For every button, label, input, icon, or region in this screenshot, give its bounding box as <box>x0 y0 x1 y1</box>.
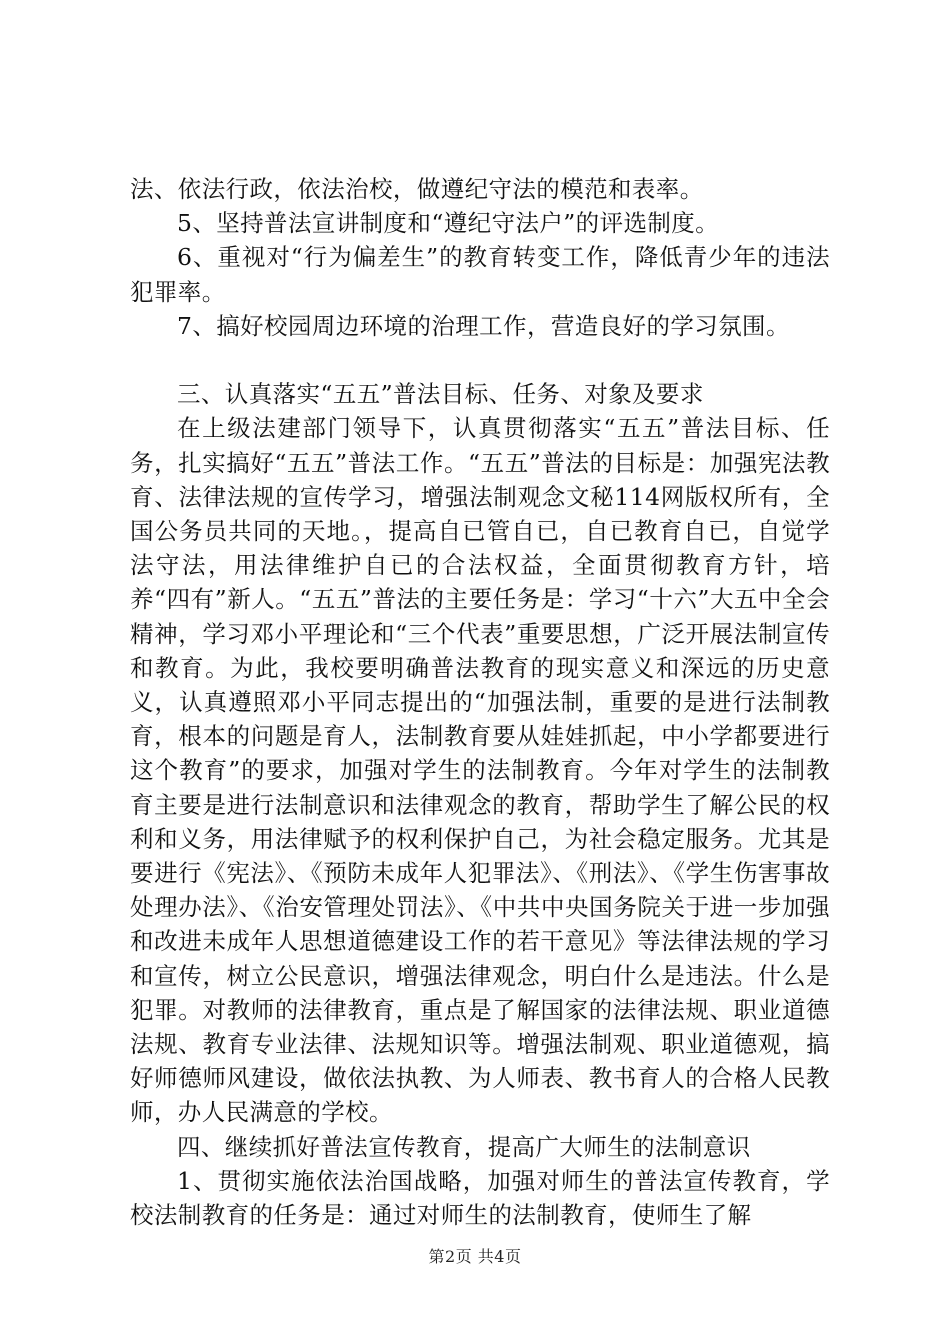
section-heading-3: 三、认真落实“五五”普法目标、任务、对象及要求 <box>177 380 704 409</box>
paragraph-item-5: 5、坚持普法宣讲制度和“遵纪守法户”的评选制度。 <box>177 209 720 238</box>
paragraph-item-6: 6、重视对“行为偏差生”的教育转变工作，降低青少年的违法犯罪率。 <box>130 243 830 306</box>
paragraph-item-7: 7、搞好校园周边环境的治理工作，营造良好的学习氛围。 <box>177 311 790 340</box>
page-number-footer: 第2页 共4页 <box>428 1247 522 1266</box>
paragraph-section-4-item-1: 1、贯彻实施依法治国战略，加强对师生的普法宣传教育，学校法制教育的任务是：通过对师生的法制教育，使师生了解 <box>130 1166 830 1230</box>
paragraph-section-3-body: 在上级法建部门领导下，认真贯彻落实“五五”普法目标、任务，扎实搞好“五五”普法工作。“五五”普法的目标是：加强宪法教育、法律法规的宣传学习，增强法制观念文秘114网版权所有，全国公务员共同的天地。，提高自已管自已，自已教育自已，自觉学法守法，用法律维护自已的合法权益，全面贯彻教育方针，培养“四有”新人。“五五”普法的主要任务是：学习“十六”大五中全会精神，学习邓小平理论和“三个代表”重要思想，广泛开展法制宣传和教育。为此，我校要明确普法教育的现实意义和深远的历史意义，认真遵照邓小平同志提出的“加强法制，重要的是进行法制教育，根本的问题是育人，法制教育要从娃娃抓起，中小学都要进行这个教育”的要求，加强对学生的法制教育。今年对学生的法制教育主要是进行法制意识和法律观念的教育，帮助学生了解公民的权利和义务，用法律赋予的权利保护自己，为社会稳定服务。尤其是要进行《宪法》、《预防未成年人犯罪法》、《刑法》、《学生伤害事故处理办法》、《治安管理处罚法》、《中共中央国务院关于进一步加强和改进未成年人思想道德建设工作的若干意见》等法律法规的学习和宣传，树立公民意识，增强法律观念，明白什么是违法。什么是犯罪。对教师的法律教育，重点是了解国家的法律法规、职业道德法规、教育专业法律、法规知识等。增强法制观、职业道德观，搞好师德师风建设，做依法执教、为人师表、教书育人的合格人民教师，办人民满意的学校。 <box>130 414 830 1127</box>
paragraph-continuation: 法、依法行政，依法治校，做遵纪守法的模范和表率。 <box>130 175 704 203</box>
document-body <box>130 172 830 1232</box>
section-heading-4: 四、继续抓好普法宣传教育，提高广大师生的法制意识 <box>177 1132 751 1161</box>
paragraph-spacer <box>130 343 830 377</box>
